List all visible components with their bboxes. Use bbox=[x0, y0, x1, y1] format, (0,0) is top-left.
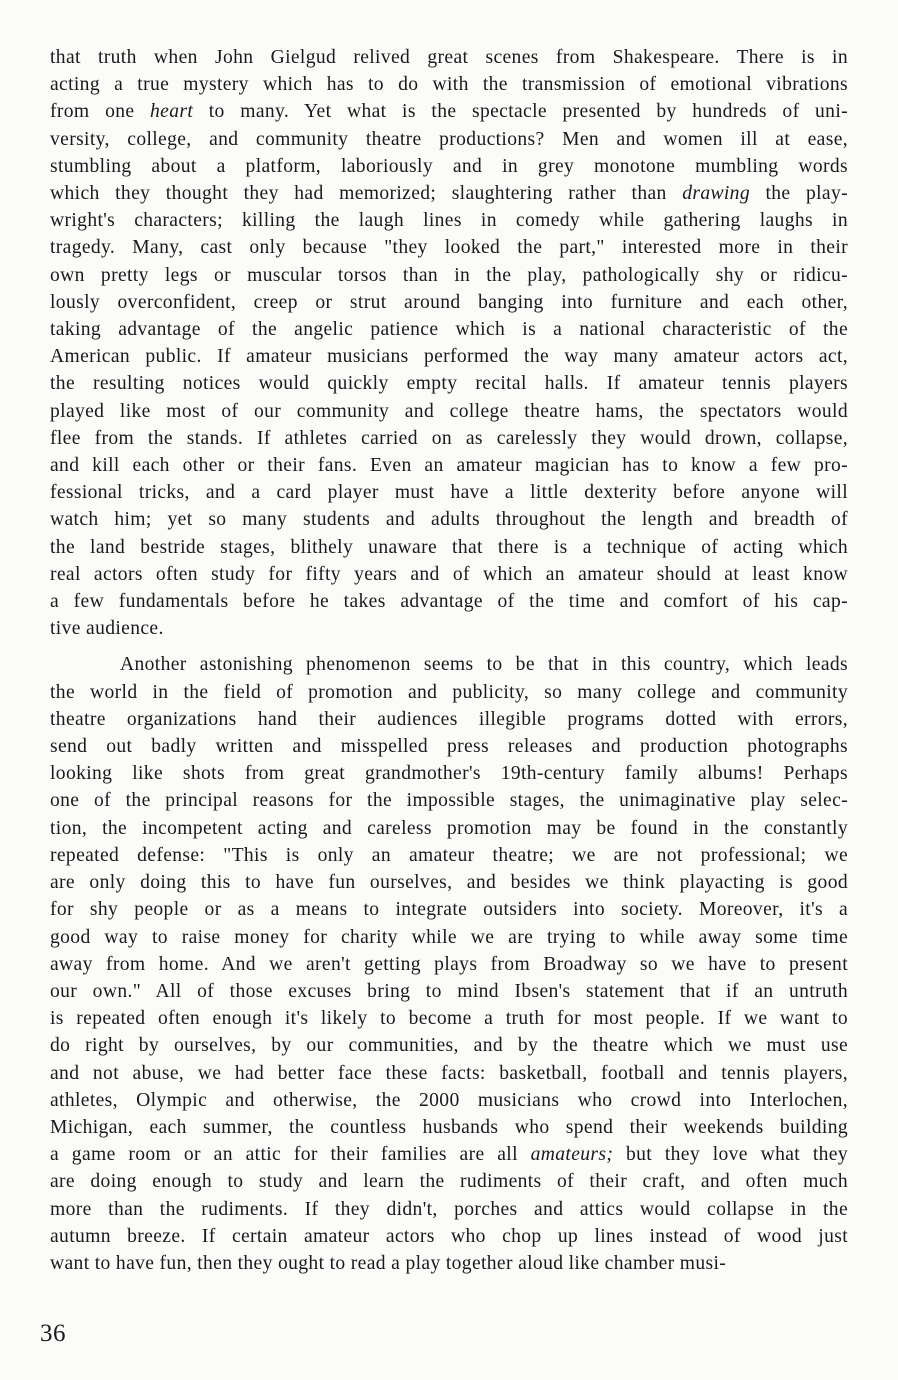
text-line: fessional tricks, and a card player must have a little dexterity before anyone will bbox=[50, 482, 848, 504]
text-line: good way to raise money for charity while we are trying to while away some time bbox=[50, 926, 848, 948]
text-line: for shy people or as a means to integrate outsiders into society. Moreover, it's a bbox=[50, 899, 848, 921]
text-line: athletes, Olympic and otherwise, the 2000 musicians who crowd into Interlochen, bbox=[50, 1089, 848, 1111]
text-line: are only doing this to have fun ourselves, and besides we think playacting is good bbox=[50, 872, 848, 894]
paragraph-2 bbox=[50, 651, 848, 1277]
text-line: flee from the stands. If athletes carried on as carelessly they would drown, collapse, bbox=[50, 427, 848, 449]
italic-text: drawing bbox=[682, 183, 750, 205]
text-line: taking advantage of the angelic patience which is a national characteristic of the bbox=[50, 319, 848, 341]
text-line: American public. If amateur musicians performed the way many amateur actors act, bbox=[50, 346, 848, 368]
text-line: tive audience. bbox=[50, 618, 164, 640]
text-line: one of the principal reasons for the impossible stages, the unimaginative play selec- bbox=[50, 790, 848, 812]
text-line: do right by ourselves, by our communities, and by the theatre which we must use bbox=[50, 1035, 848, 1057]
italic-text: heart bbox=[150, 101, 194, 123]
text-line: stumbling about a platform, laboriously and in grey monotone mumbling words bbox=[50, 155, 848, 177]
text-line: a few fundamentals before he takes advantage of the time and comfort of his cap- bbox=[50, 591, 848, 613]
text-line: the resulting notices would quickly empty recital halls. If amateur tennis players bbox=[50, 373, 848, 395]
text-line: which they thought they had memorized; slaughtering rather than drawing the play- bbox=[50, 183, 848, 205]
text-line: lously overconfident, creep or strut around banging into furniture and each other, bbox=[50, 291, 848, 313]
text-line: wright's characters; killing the laugh lines in comedy while gathering laughs in bbox=[50, 210, 848, 232]
text-line: a game room or an attic for their families are all amateurs; but they love what they bbox=[50, 1144, 848, 1166]
text-line: and not abuse, we had better face these facts: basketball, football and tennis players, bbox=[50, 1062, 848, 1084]
text-line: is repeated often enough it's likely to become a truth for most people. If we want to bbox=[50, 1008, 848, 1030]
paragraph-1 bbox=[50, 44, 848, 642]
italic-text: amateurs; bbox=[530, 1144, 614, 1166]
text-line: watch him; yet so many students and adults throughout the length and breadth of bbox=[50, 509, 848, 531]
text-line: looking like shots from great grandmother's 19th-century family albums! Perhaps bbox=[50, 763, 848, 785]
text-line: own pretty legs or muscular torsos than in the play, pathologically shy or ridicu- bbox=[50, 264, 848, 286]
text-line: the land bestride stages, blithely unaware that there is a technique of acting which bbox=[50, 536, 848, 558]
text-line: autumn breeze. If certain amateur actors who chop up lines instead of wood just bbox=[50, 1225, 848, 1247]
text-line: from one heart to many. Yet what is the spectacle presented by hundreds of uni- bbox=[50, 101, 848, 123]
text-line: versity, college, and community theatre productions? Men and women ill at ease, bbox=[50, 128, 848, 150]
body-text bbox=[50, 44, 848, 1277]
text-line: and kill each other or their fans. Even an amateur magician has to know a few pro- bbox=[50, 455, 848, 477]
text-line: our own." All of those excuses bring to mind Ibsen's statement that if an untruth bbox=[50, 980, 848, 1002]
text-line: acting a true mystery which has to do with the transmission of emotional vibrations bbox=[50, 74, 848, 96]
text-line: send out badly written and misspelled press releases and production photographs bbox=[50, 736, 848, 758]
text-line: Michigan, each summer, the countless husbands who spend their weekends building bbox=[50, 1116, 848, 1138]
text-line: played like most of our community and college theatre hams, the spectators would bbox=[50, 400, 848, 422]
text-line: tragedy. Many, cast only because "they looked the part," interested more in their bbox=[50, 237, 848, 259]
text-line: Another astonishing phenomenon seems to be that in this country, which leads bbox=[120, 654, 848, 676]
text-line: real actors often study for fifty years and of which an amateur should at least know bbox=[50, 563, 848, 585]
text-line: tion, the incompetent acting and careless promotion may be found in the constantly bbox=[50, 817, 848, 839]
text-line: theatre organizations hand their audiences illegible programs dotted with errors, bbox=[50, 708, 848, 730]
text-line: the world in the field of promotion and publicity, so many college and community bbox=[50, 681, 848, 703]
text-line: away from home. And we aren't getting plays from Broadway so we have to present bbox=[50, 953, 848, 975]
page-number: 36 bbox=[40, 1320, 66, 1347]
text-line: want to have fun, then they ought to read a play together aloud like chamber musi- bbox=[50, 1252, 727, 1274]
text-line: that truth when John Gielgud relived great scenes from Shakespeare. There is in bbox=[50, 47, 848, 68]
text-line: are doing enough to study and learn the rudiments of their craft, and often much bbox=[50, 1171, 848, 1193]
text-line: more than the rudiments. If they didn't, porches and attics would collapse in the bbox=[50, 1198, 848, 1220]
text-line: repeated defense: "This is only an amateur theatre; we are not professional; we bbox=[50, 844, 848, 866]
